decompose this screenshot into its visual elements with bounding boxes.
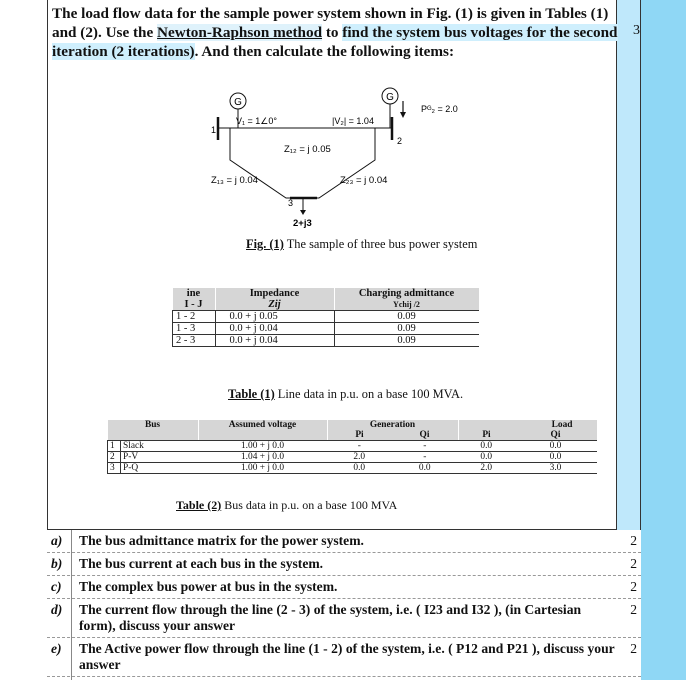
table2-subheader-row	[108, 430, 597, 441]
generator-2-symbol: G	[386, 92, 394, 103]
list-item	[47, 599, 641, 638]
part-text: The Active power flow through the line (1 - 2) of the system, i.e. ( P12 and P21 ), discuss your answer	[79, 641, 615, 672]
part-marks: 2	[630, 556, 637, 571]
table2-cell: 1.04 + j 0.0	[198, 452, 327, 463]
line-2-3	[300, 128, 375, 198]
table2-cell: 3.0	[515, 463, 597, 474]
table1-cell: 0.09	[397, 311, 416, 322]
part-label: b)	[51, 556, 63, 571]
table1-sub-zij: Zij	[215, 299, 334, 311]
table-row	[173, 311, 479, 323]
table2-cell: 2.0	[327, 452, 392, 463]
list-item	[47, 576, 641, 599]
question-parts	[47, 530, 641, 677]
table1-caption	[228, 387, 463, 402]
table1-header-charging: Charging admittance	[358, 288, 455, 299]
part-label: e)	[51, 641, 62, 656]
question-intro: The load flow data for the sample power system shown in Fig. (1) is given in Tables (1) and (2). Use the	[52, 5, 609, 41]
table2-header-bus: Bus	[108, 420, 199, 430]
table2-header-row	[108, 420, 597, 430]
table1-cell: 0.0 + j 0.05	[215, 311, 334, 323]
table-row	[108, 452, 597, 463]
bus-1-label: 1	[211, 125, 217, 135]
table2-sub-ql: Qi	[515, 430, 597, 441]
table2-header-load: Load	[551, 420, 573, 430]
generator-1-symbol: G	[234, 97, 242, 108]
pg2-label: Pᴳ₂ = 2.0	[421, 104, 458, 114]
z23-label: Z₂₃ = j 0.04	[340, 175, 388, 186]
table1-cell: 2 - 3	[173, 335, 216, 347]
table1-caption-text: Line data in p.u. on a base 100 MVA.	[274, 387, 464, 401]
list-item	[47, 530, 641, 553]
table2-cell: 0.0	[515, 452, 597, 463]
figure-caption-text: The sample of three bus power system	[283, 237, 478, 251]
task-highlight: find the system bus voltages for the second iteration (2 iterations)	[52, 24, 618, 60]
table-row	[173, 323, 479, 335]
list-item	[47, 638, 641, 677]
table2-sub-blank	[198, 430, 327, 441]
table2-cell: P-Q	[121, 463, 199, 474]
power-system-diagram	[0, 0, 700, 250]
load-3-label: 2+j3	[293, 218, 312, 229]
z12-label: Z₁₂ = j 0.05	[284, 144, 331, 155]
table2-sub-blank	[108, 430, 199, 441]
table2-sub-pl: Pi	[458, 430, 515, 441]
table2-header-voltage: Assumed voltage	[198, 420, 327, 430]
table-row	[173, 335, 479, 347]
table-row	[108, 441, 597, 452]
table2-cell: 2	[108, 452, 121, 463]
table2-cell: 0.0	[458, 452, 515, 463]
part-marks: 2	[630, 641, 637, 656]
table2-cell: Slack	[123, 441, 144, 451]
figure-caption	[246, 237, 477, 252]
pg2-arrowhead	[400, 112, 406, 118]
table2-header-generation: Generation	[327, 420, 458, 430]
bus-2-label: 2	[397, 136, 403, 146]
table1-header-line: ine	[173, 288, 216, 299]
question-marks: 3	[633, 23, 640, 38]
question-mid: to	[322, 24, 343, 41]
part-marks: 2	[630, 602, 637, 617]
line-1-3	[230, 128, 307, 198]
bus-3-label: 3	[288, 198, 294, 208]
part-label: c)	[51, 579, 62, 594]
bus-data-table	[107, 420, 597, 474]
z13-label: Z₁₃ = j 0.04	[211, 175, 258, 186]
table2-cell: 0.0	[392, 463, 459, 474]
table1-cell: 0.09	[334, 323, 479, 335]
table2-cell: -	[423, 441, 427, 451]
table2-cell: 1.00 + j 0.0	[240, 441, 285, 451]
table2-caption-text: Bus data in p.u. on a base 100 MVA	[221, 498, 398, 512]
table2-cell: 1.00 + j 0.0	[198, 463, 327, 474]
table1-sub-ych: Ychij /2	[334, 299, 479, 311]
line-data-table	[172, 288, 479, 347]
v1-label: V₁ = 1∠0°	[236, 116, 277, 126]
table2-cell: -	[392, 452, 459, 463]
table2-cell: 1	[108, 441, 121, 452]
part-text: The current flow through the line (2 - 3) of the system, i.e. ( I23 and I32 ), (in Cartesian form), discuss your answer	[79, 602, 582, 633]
figure-caption-label: Fig. (1)	[246, 237, 284, 251]
table1-cell: 0.0 + j 0.04	[215, 323, 334, 335]
table2-caption	[176, 498, 397, 513]
table2-cell: 0.0	[327, 463, 392, 474]
table2-caption-label: Table (2)	[176, 498, 222, 512]
list-item	[47, 553, 641, 576]
v2-label: |V₂| = 1.04	[332, 116, 374, 126]
table2-cell: 0.0	[480, 441, 493, 451]
part-text: The bus current at each bus in the system.	[79, 556, 324, 571]
part-marks: 2	[630, 579, 637, 594]
table1-cell: 1 - 3	[173, 323, 216, 335]
part-label: a)	[51, 533, 63, 548]
part-label: d)	[51, 602, 63, 617]
table2-sub-qg: Qi	[392, 430, 459, 441]
part-text: The complex bus power at bus in the system.	[79, 579, 338, 594]
table1-header-impedance: Impedance	[215, 288, 334, 299]
table1-sub-ij: I - J	[173, 299, 216, 311]
part-text: The bus admittance matrix for the power system.	[79, 533, 364, 548]
table2-sub-pg: Pi	[327, 430, 392, 441]
question-outro: . And then calculate the following items:	[194, 43, 455, 60]
table1-cell: 0.0 + j 0.04	[215, 335, 334, 347]
table2-cell: P-V	[121, 452, 199, 463]
table1-header-row	[173, 288, 479, 299]
load-arrowhead	[300, 210, 306, 215]
table2-cell: -	[357, 441, 361, 451]
method-highlight: Newton-Raphson method	[157, 24, 323, 41]
table1-subheader-row	[173, 299, 479, 311]
part-marks: 2	[630, 533, 637, 548]
table2-cell: 0.0	[549, 441, 562, 451]
table2-cell: 3	[108, 463, 121, 474]
table-row	[108, 463, 597, 474]
table1-cell: 1 - 2	[173, 311, 216, 323]
table1-cell: 0.09	[334, 335, 479, 347]
table2-cell: 2.0	[458, 463, 515, 474]
table1-caption-label: Table (1)	[228, 387, 275, 401]
